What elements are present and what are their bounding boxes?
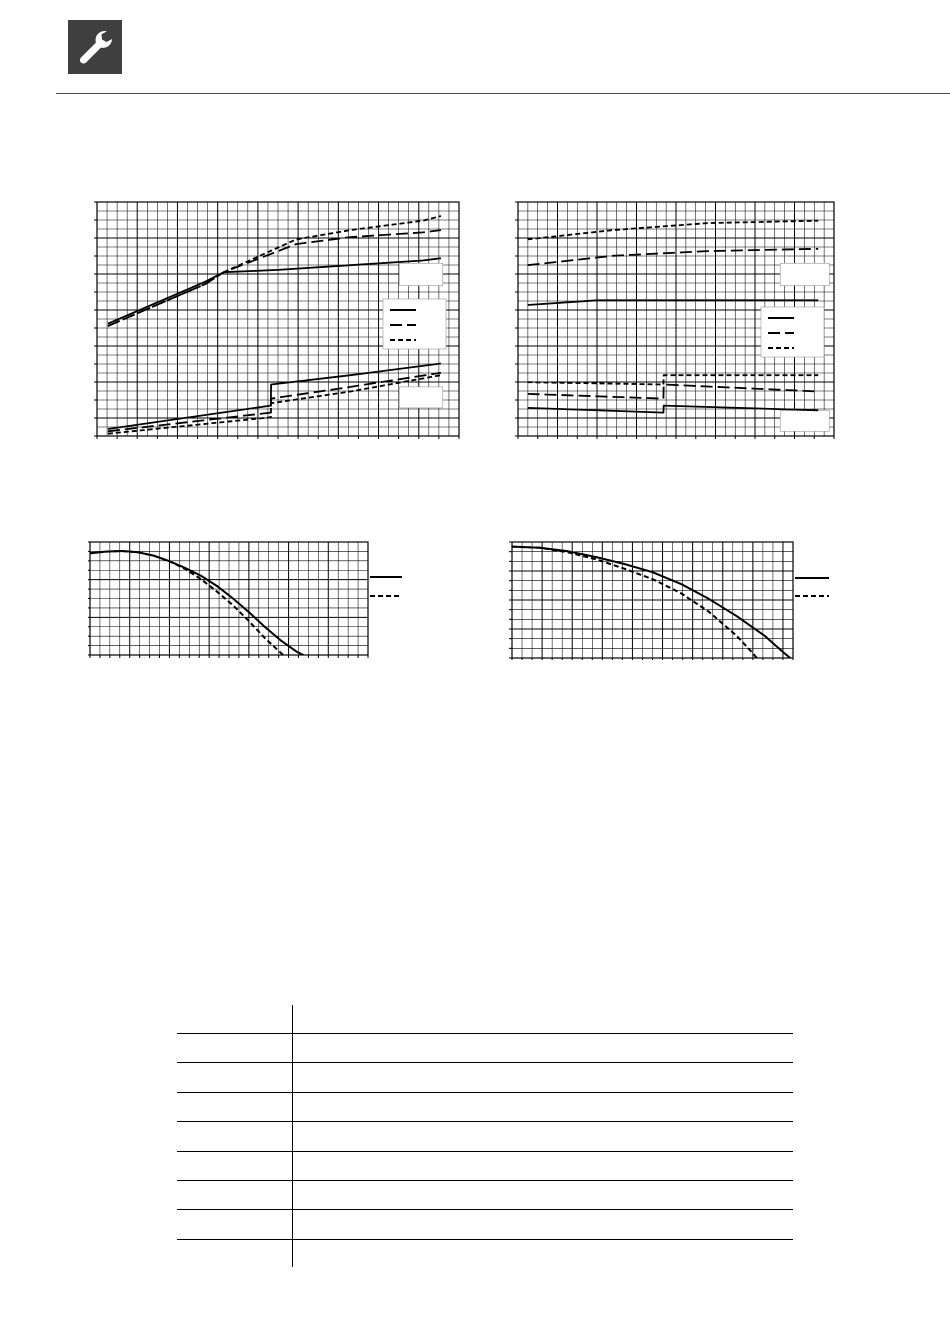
annotation-box-2 xyxy=(780,410,829,431)
table-row xyxy=(177,1240,793,1269)
axis-ticks xyxy=(509,542,793,660)
grid xyxy=(512,542,793,658)
series-line-4-solid xyxy=(108,364,441,430)
table-row xyxy=(177,1152,793,1181)
annotation-box-1 xyxy=(780,263,829,285)
header-rule xyxy=(56,93,950,94)
legend xyxy=(370,577,402,596)
legend xyxy=(761,307,824,357)
table-row xyxy=(177,1181,793,1210)
legend xyxy=(383,299,446,349)
table-row xyxy=(177,1064,793,1093)
header-icon-box xyxy=(68,20,122,74)
wrench-icon xyxy=(68,20,122,74)
table-row xyxy=(177,1123,793,1152)
legend xyxy=(795,578,829,596)
chart-top-right xyxy=(514,199,836,441)
series-line-1-solid xyxy=(90,551,312,658)
chart-top-left xyxy=(93,199,461,441)
annotation-box-2 xyxy=(399,387,442,408)
series-line-2-short-dash xyxy=(90,551,312,658)
table-row xyxy=(177,1005,793,1034)
series-line-2-short-dash xyxy=(512,547,765,660)
table-row xyxy=(177,1211,793,1240)
table-row xyxy=(177,1093,793,1122)
chart-bottom-left xyxy=(88,540,408,658)
table-row xyxy=(177,1034,793,1063)
spec-table xyxy=(177,1005,793,1267)
chart-bottom-right xyxy=(508,540,838,660)
annotation-box-1 xyxy=(399,263,442,285)
grid xyxy=(90,542,368,655)
